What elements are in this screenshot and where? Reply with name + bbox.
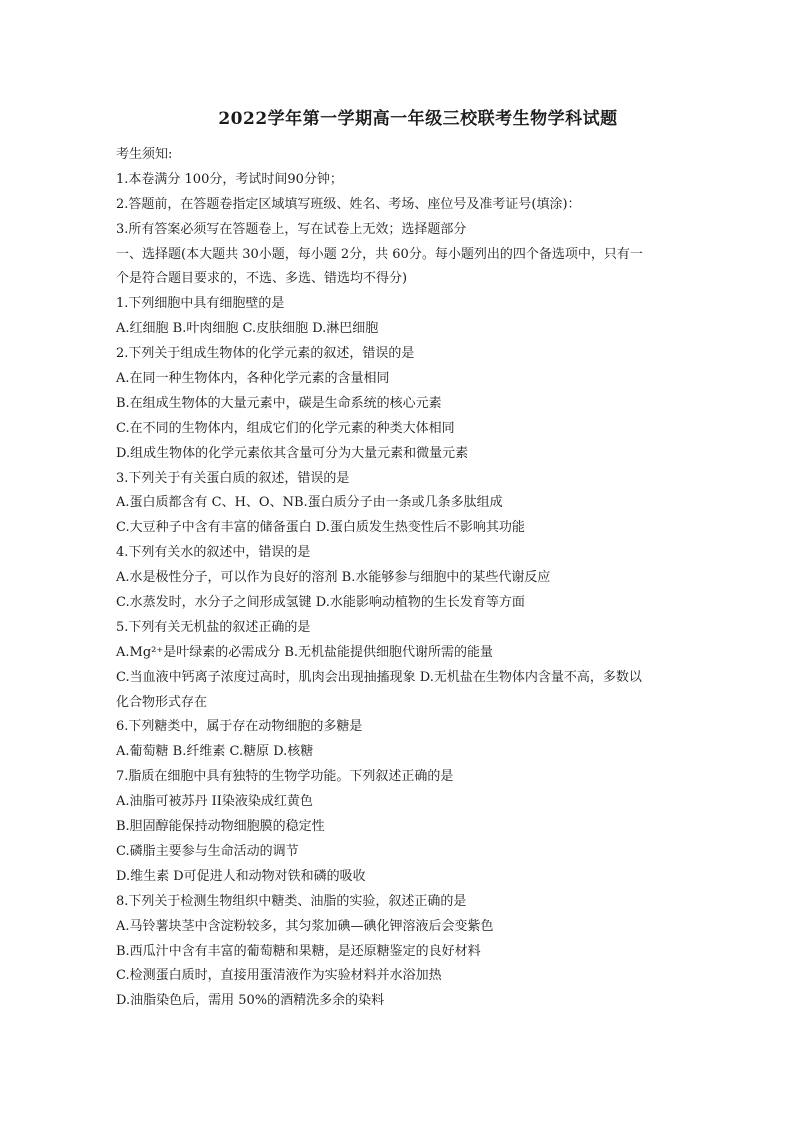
question-stem: 6.下列糖类中，属于存在动物细胞的多糖是: [116, 719, 363, 735]
question-option: A.油脂可被苏丹 II染液染成红黄色: [116, 794, 313, 810]
question-option: B.西瓜汁中含有丰富的葡萄糖和果糖，是还原糖鉴定的良好材料: [116, 943, 481, 959]
page-title: 2022学年第一学期高一年级三校联考生物学科试题: [218, 109, 618, 129]
question-option: 化合物形式存在: [116, 694, 208, 710]
question-stem: 7.脂质在细胞中具有独特的生物学功能。下列叙述正确的是: [116, 769, 454, 785]
question-option: A.水是极性分子，可以作为良好的溶剂 B.水能够参与细胞中的某些代谢反应: [116, 570, 551, 586]
question-option: A.蛋白质都含有 C、H、O、NB.蛋白质分子由一条或几条多肽组成: [116, 495, 503, 511]
notice-heading: 考生须知:: [116, 147, 173, 162]
question-stem: 4.下列有关水的叙述中，错误的是: [116, 545, 311, 561]
question-option: A.在同一种生物体内，各种化学元素的含量相同: [116, 371, 390, 387]
question-option: D.维生素 D可促进人和动物对铁和磷的吸收: [116, 868, 366, 884]
question-option: C.当血液中钙离子浓度过高时，肌肉会出现抽搐现象 D.无机盐在生物体内含量不高，多数以: [116, 669, 642, 685]
question-option: D.油脂染色后，需用 50%的酒精洗多余的染料: [116, 993, 385, 1009]
question-option: C.大豆种子中含有丰富的储备蛋白 D.蛋白质发生热变性后不影响其功能: [116, 520, 525, 536]
question-option: B.在组成生物体的大量元素中，碳是生命系统的核心元素: [116, 395, 442, 411]
question-stem: 8.下列关于检测生物组织中糖类、油脂的实验，叙述正确的是: [116, 893, 467, 909]
question-option: A.Mg²⁺是叶绿素的必需成分 B.无机盐能提供细胞代谢所需的能量: [116, 644, 494, 660]
notice-item: 3.所有答案必须写在答题卷上，写在试卷上无效；选择题部分: [116, 221, 467, 237]
exam-body: [116, 143, 694, 1014]
question-option: C.在不同的生物体内，组成它们的化学元素的种类大体相同: [116, 420, 455, 436]
notice-item: 1.本卷满分 100分，考试时间90分钟；: [116, 171, 343, 187]
question-stem: 1.下列细胞中具有细胞壁的是: [116, 296, 285, 312]
question-option: A.葡萄糖 B.纤维素 C.糖原 D.核糖: [116, 744, 314, 760]
question-stem: 3.下列关于有关蛋白质的叙述，错误的是: [116, 470, 350, 486]
question-option: C.磷脂主要参与生命活动的调节: [116, 843, 299, 859]
question-stem: 2.下列关于组成生物体的化学元素的叙述，错误的是: [116, 346, 415, 362]
section-heading-cont: 个是符合题目要求的，不选、多选、错选均不得分): [116, 271, 408, 287]
question-option: C.检测蛋白质时，直接用蛋清液作为实验材料并水浴加热: [116, 968, 442, 984]
question-option: A.马铃薯块茎中含淀粉较多，其匀浆加碘—碘化钾溶液后会变紫色: [116, 918, 494, 934]
notice-item: 2.答题前，在答题卷指定区域填写班级、姓名、考场、座位号及准考证号(填涂)：: [116, 196, 581, 212]
question-option: D.组成生物体的化学元素依其含量可分为大量元素和微量元素: [116, 445, 469, 461]
question-option: B.胆固醇能保持动物细胞膜的稳定性: [116, 819, 325, 835]
question-option: A.红细胞 B.叶肉细胞 C.皮肤细胞 D.淋巴细胞: [116, 321, 379, 337]
question-stem: 5.下列有关无机盐的叙述正确的是: [116, 619, 311, 635]
question-option: C.水蒸发时，水分子之间形成氢键 D.水能影响动植物的生长发育等方面: [116, 595, 525, 611]
section-heading: 一、选择题(本大题共 30小题，每小题 2分，共 60分。每小题列出的四个备选项中，只有一: [116, 246, 643, 262]
